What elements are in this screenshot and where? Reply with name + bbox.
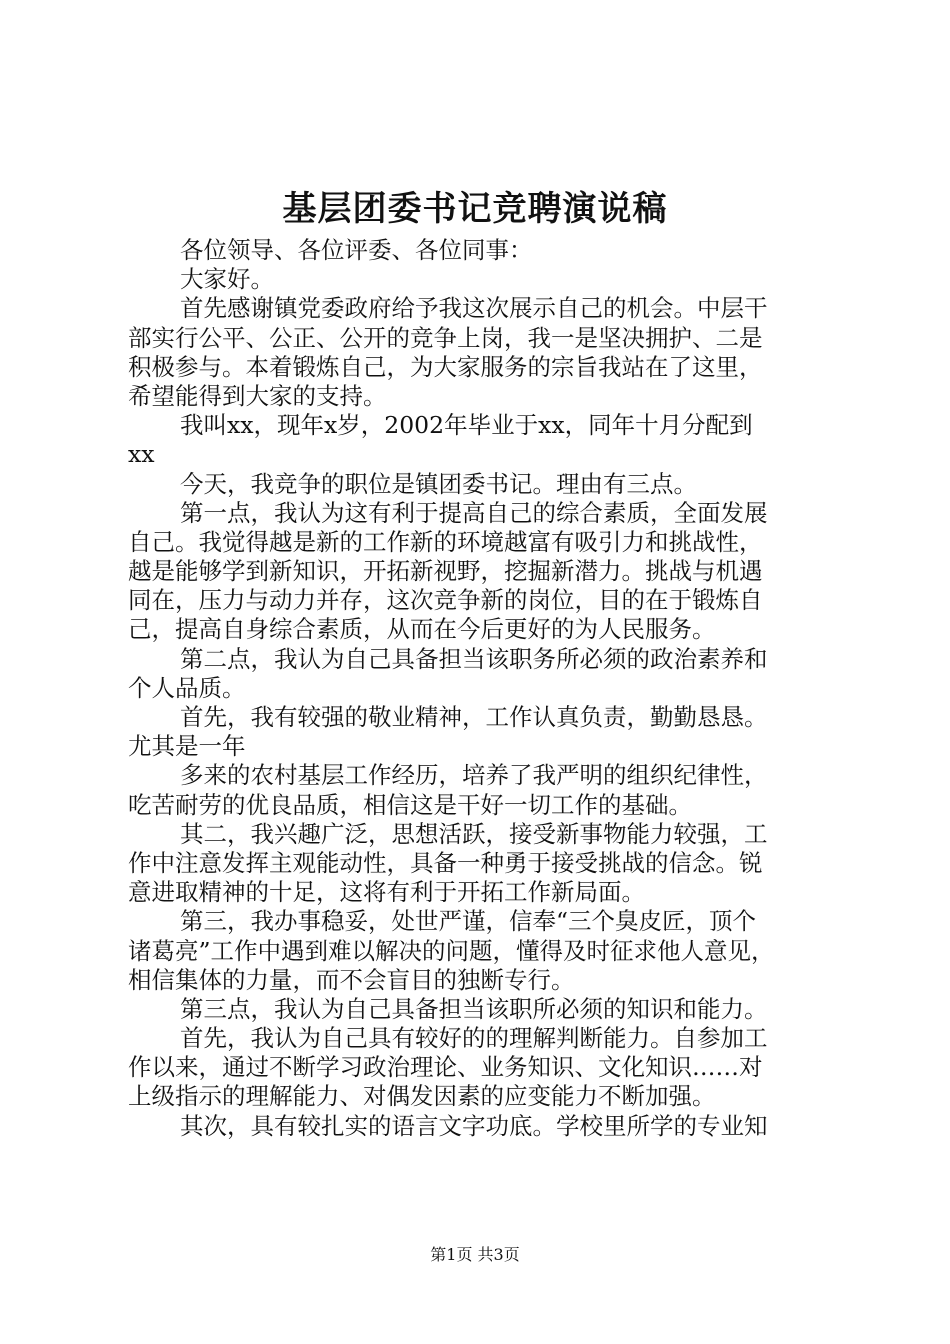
body-line: 其次，具有较扎实的语言文字功底。学校里所学的专业知 [180,1111,768,1140]
body-line: 我叫xx，现年x岁，2002年毕业于xx，同年十月分配到 [180,411,753,440]
body-line: 己，提高自身综合素质，从而在今后更好的为人民服务。 [128,615,716,644]
body-line: 首先，我认为自己具有较好的的理解判断能力。自参加工 [180,1024,768,1053]
body-line: 尤其是一年 [128,732,246,761]
body-line: 积极参与。本着锻炼自己，为大家服务的宗旨我站在了这里， [128,352,763,381]
body-line: 首先，我有较强的敬业精神，工作认真负责，勤勤恳恳。 [180,703,768,731]
body-line: 吃苦耐劳的优良品质，相信这是干好一切工作的基础。 [128,790,692,819]
body-line: 第二点，我认为自己具备担当该职务所必须的政治素养和 [180,644,768,673]
body-line: 部实行公平、公正、公开的竞争上岗，我一是坚决拥护、二是 [128,323,763,352]
body-line: 越是能够学到新知识，开拓新视野，挖掘新潜力。挑战与机遇 [128,557,763,586]
body-line: 相信集体的力量，而不会盲目的独断专行。 [128,965,575,994]
body-line: 作以来，通过不断学习政治理论、业务知识、文化知识……对 [128,1053,763,1082]
body-line: 首先感谢镇党委政府给予我这次展示自己的机会。中层干 [180,294,768,323]
page-footer: 第1页 共3页 [430,1245,520,1264]
body-line: 第三点，我认为自己具备担当该职所必须的知识和能力。 [180,994,768,1023]
body-line: 第一点，我认为这有利于提高自己的综合素质，全面发展 [180,498,768,527]
body-line: xx [128,440,155,469]
body-line: 大家好。 [180,265,274,294]
document-body [128,236,838,1141]
body-line: 希望能得到大家的支持。 [128,381,387,410]
body-line: 诸葛亮”工作中遇到难以解决的问题，懂得及时征求他人意见， [128,936,775,965]
document-title: 基层团委书记竞聘演说稿 [282,189,668,229]
body-line: 意进取精神的十足，这将有利于开拓工作新局面。 [128,878,645,907]
body-line: 自己。我觉得越是新的工作新的环境越富有吸引力和挑战性， [128,527,763,556]
body-line: 个人品质。 [128,673,246,702]
body-line: 第三，我办事稳妥，处世严谨，信奉“三个臭皮匠，顶个 [180,907,757,936]
body-line: 今天，我竞争的职位是镇团委书记。理由有三点。 [180,469,697,498]
body-line: 其二，我兴趣广泛，思想活跃，接受新事物能力较强，工 [180,819,768,848]
body-line: 作中注意发挥主观能动性，具备一种勇于接受挑战的信念。锐 [128,848,763,877]
body-line: 上级指示的理解能力、对偶发因素的应变能力不断加强。 [128,1082,716,1111]
body-line: 各位领导、各位评委、各位同事： [180,236,533,264]
body-line: 同在，压力与动力并存，这次竞争新的岗位，目的在于锻炼自 [128,586,763,615]
body-line: 多来的农村基层工作经历，培养了我严明的组织纪律性， [180,761,768,790]
